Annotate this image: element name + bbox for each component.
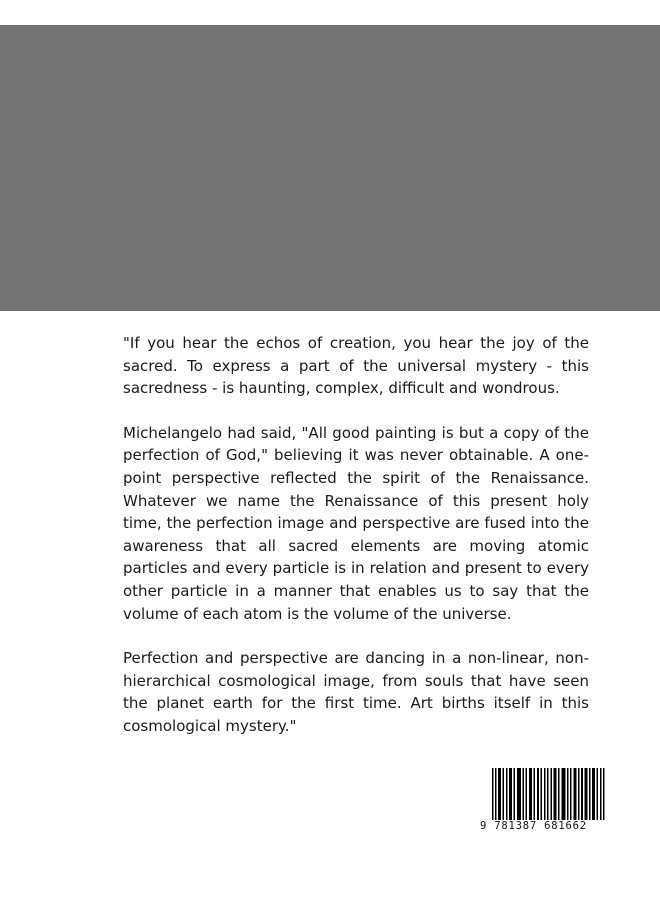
back-cover-text <box>123 332 589 760</box>
isbn-digits: 9 781387 681662 <box>480 820 616 832</box>
paragraph-3: Perfection and perspective are dancing in a non-linear, non-hierarchical cosmological image, from souls that have seen the planet earth for the first time. Art births itself in this cosmological mystery." <box>123 649 589 735</box>
paragraph-1: "If you hear the echos of creation, you hear the joy of the sacred. To express a part of the universal mystery - this sacredness - is haunting, complex, difficult and wondrous. <box>123 334 589 398</box>
paragraph-2: Michelangelo had said, "All good painting is but a copy of the perfection of God," believing it was never obtainable. A one-point perspective reflected the spirit of the Renaissance. Whatever we name the Renaissance of this present holy time, the perfection image and perspective are fused into the awareness that all sacred elements are moving atomic particles and every particle is in relation and present to every other particle in a manner that enables us to say that the volume of each atom is the volume of the universe. <box>123 423 589 623</box>
isbn-barcode <box>480 766 616 838</box>
cover-image-band <box>0 25 660 311</box>
